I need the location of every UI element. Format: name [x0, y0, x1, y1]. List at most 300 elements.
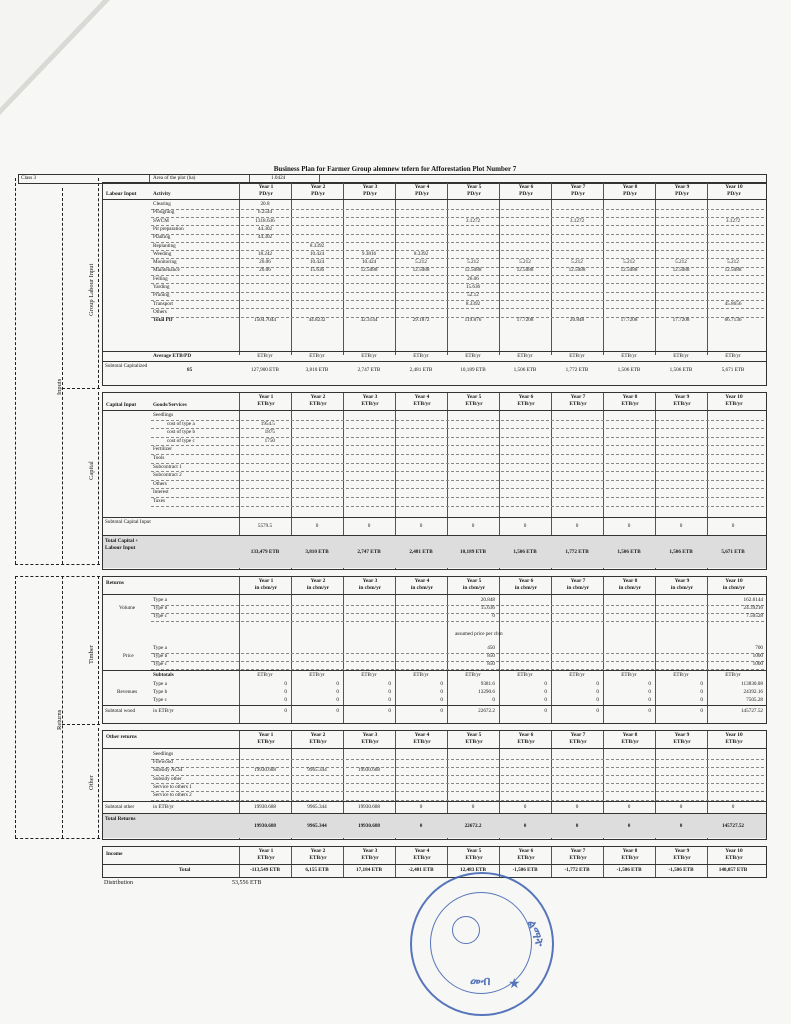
activity-value: 17.7208: [620, 317, 638, 324]
year-header: Year 5: [466, 732, 482, 738]
year-unit: ETB/yr: [673, 855, 691, 861]
year-header: Year 2: [310, 394, 326, 400]
year-header: Year 7: [570, 394, 586, 400]
area-label: Area of the plot (ha): [153, 175, 196, 181]
subtotal-unit: ETB/yr: [569, 672, 585, 678]
revenue-type: Type c: [153, 697, 167, 703]
year-header: Year 4: [414, 184, 430, 190]
row-rule: [151, 783, 764, 784]
year-header: Year 8: [622, 578, 638, 584]
revenue-value: 0: [648, 681, 651, 687]
capital-subtotal: 0: [523, 523, 527, 529]
year-unit: ETB/yr: [309, 739, 327, 745]
activity-value: 5.212: [571, 259, 583, 266]
year-header: Year 4: [414, 394, 430, 400]
distribution-label: Distribution: [104, 880, 134, 886]
cost-value: 1750: [264, 437, 275, 444]
year-header: Year 9: [674, 578, 690, 584]
volume-y10: 24.39216: [743, 605, 763, 611]
etb-rate: 85: [187, 367, 193, 373]
year-header: Year 10: [725, 578, 743, 584]
labour-subtotal: 3,810 ETB: [305, 367, 329, 373]
income-total-value: 6,155 ETB: [305, 867, 329, 873]
capital-total: 2,481 ETB: [409, 549, 433, 555]
volume-y5: 15.636: [480, 605, 495, 611]
avg-unit: ETB/yr: [309, 353, 325, 359]
labour-subtotal: 2,481 ETB: [409, 367, 433, 373]
returns-label: Returns: [56, 709, 63, 730]
activity-label: Transport: [153, 300, 173, 307]
goods-label: Subcontract 1: [153, 463, 182, 470]
year-unit: ETB/yr: [257, 855, 275, 861]
row-rule: [151, 775, 764, 776]
revenue-type: Type a: [153, 681, 167, 687]
year-unit: PD/yr: [311, 191, 325, 197]
activity-value: 119.876: [464, 317, 482, 324]
year-header: Year 6: [518, 848, 534, 854]
income-head: Income: [106, 851, 123, 857]
year-unit: ETB/yr: [465, 401, 483, 407]
total-returns-value: 0: [575, 823, 579, 829]
subtotal-other-value: 0: [419, 804, 423, 810]
activity-value: 20.8: [260, 201, 270, 207]
activity-label: Monitoring: [153, 259, 177, 266]
year-unit: ETB/yr: [621, 739, 639, 745]
revenue-value: 0: [648, 697, 651, 703]
avg-unit: ETB/yr: [725, 353, 741, 359]
year-unit: ETB/yr: [465, 739, 483, 745]
cost-value: 1875: [264, 429, 275, 436]
subtotal-unit: ETB/yr: [621, 672, 637, 678]
column-divider: [291, 577, 292, 723]
year-header: Year 6: [518, 732, 534, 738]
capital-total: 10,189 ETB: [460, 549, 486, 555]
activity-value: 12.5088: [360, 267, 378, 274]
activity-value: 12.5088: [620, 267, 638, 274]
capital-subtotal: 0: [315, 523, 319, 529]
column-divider: [343, 577, 344, 723]
subtotal-wood-value: 0: [336, 708, 339, 714]
total-returns-value: 22672.2: [464, 823, 482, 829]
activity-value: 8.3392: [413, 250, 429, 257]
row-rule: [151, 621, 764, 622]
income-total-value: -1,506 ETB: [616, 867, 642, 873]
revenue-value: 0: [648, 689, 651, 695]
labour-input-head: Labour Input: [106, 191, 137, 197]
revenue-value: 0: [284, 681, 287, 687]
capital-subtotal: 5579.5: [257, 523, 273, 529]
year-header: Year 5: [466, 184, 482, 190]
revenue-value: 0: [284, 697, 287, 703]
year-header: Year 7: [570, 848, 586, 854]
column-divider: [291, 847, 292, 877]
year-unit: ETB/yr: [725, 739, 743, 745]
capital-subtotal: 0: [419, 523, 423, 529]
income-total-value: 140,057 ETB: [718, 867, 748, 873]
volume-y10: 162.6144: [743, 597, 763, 603]
activity-value: 5.212: [467, 259, 479, 266]
row-rule: [151, 506, 764, 507]
column-divider: [551, 577, 552, 723]
activity-value: 26.06: [259, 267, 271, 274]
year-header: Year 6: [518, 394, 534, 400]
subtotal-wood-value: 0: [648, 708, 651, 714]
year-header: Year 6: [518, 184, 534, 190]
row-rule: [151, 242, 764, 243]
year-header: Year 10: [725, 184, 743, 190]
income-total-value: 12,483 ETB: [460, 867, 486, 873]
activity-label: Others: [153, 308, 167, 315]
divider: [103, 813, 766, 814]
capital-subtotal: 0: [367, 523, 371, 529]
year-header: Year 3: [362, 184, 378, 190]
goods-label: Seedlings: [153, 412, 174, 418]
activity-value: 15.636: [465, 284, 481, 290]
year-header: Year 8: [622, 848, 638, 854]
labour-subtotal: 1,506 ETB: [669, 367, 693, 373]
capital-total: 1,772 ETB: [565, 549, 589, 555]
labour-subtotal: 1,772 ETB: [565, 367, 589, 373]
year-header: Year 9: [674, 394, 690, 400]
year-unit: in cbm/yr: [306, 585, 330, 591]
year-header: Year 1: [258, 578, 274, 584]
column-divider: [655, 847, 656, 877]
revenue-value: 0: [700, 681, 703, 687]
revenue-value: 0: [544, 681, 547, 687]
year-unit: ETB/yr: [309, 855, 327, 861]
row-rule: [151, 497, 764, 498]
total-returns-value: 19930.688: [253, 823, 277, 829]
revenue-value: 0: [544, 697, 547, 703]
year-unit: ETB/yr: [413, 855, 431, 861]
total-returns-value: 145727.52: [721, 823, 745, 829]
income-total-value: 17,184 ETB: [356, 867, 382, 873]
total-returns-value: 0: [523, 823, 527, 829]
price-type: Type a: [153, 645, 167, 651]
divider: [103, 351, 766, 352]
year-unit: PD/yr: [675, 191, 689, 197]
column-divider: [447, 577, 448, 723]
timber-label: Timber: [88, 645, 95, 664]
activity-value: 5.212: [675, 259, 687, 266]
divider: [103, 361, 766, 362]
revenue-value: 0: [284, 689, 287, 695]
year-unit: in cbm/yr: [358, 585, 382, 591]
column-divider: [707, 847, 708, 877]
other-label: Firewood: [153, 759, 173, 766]
volume-y10: 7.50528: [746, 613, 763, 619]
year-unit: ETB/yr: [517, 855, 535, 861]
price-y5: 850: [487, 653, 495, 659]
row-rule: [151, 791, 764, 792]
income-total-label: Total: [179, 867, 191, 873]
subtotal-wood-value: 0: [700, 708, 703, 714]
subtotal-other-label: Subtotal other: [105, 804, 135, 810]
goods-services-head: Goods/Services: [153, 402, 187, 408]
year-header: Year 3: [362, 732, 378, 738]
row-rule: [151, 471, 764, 472]
subtotal-other-value: 0: [627, 804, 631, 810]
year-header: Year 9: [674, 848, 690, 854]
area-value: 1.0424: [271, 175, 286, 181]
revenue-value: 0: [700, 689, 703, 695]
column-divider: [395, 577, 396, 723]
subtotal-other-value: 0: [471, 804, 475, 810]
revenue-value: 0: [596, 681, 599, 687]
activity-value: 10.424: [361, 259, 377, 266]
subtotal-wood-value: 0: [596, 708, 599, 714]
subtotal-wood-label: Subtotal wood: [105, 708, 136, 714]
average-label: Average ETB/PD: [153, 353, 192, 359]
activity-value: 5.212: [415, 259, 427, 266]
total-returns-value: 0: [679, 823, 683, 829]
price-y5: 850: [487, 661, 495, 667]
avg-unit: ETB/yr: [257, 353, 273, 359]
activity-value: 44.302: [257, 225, 273, 232]
year-header: Year 7: [570, 184, 586, 190]
capital-subtotal: 0: [627, 523, 631, 529]
year-header: Year 1: [258, 184, 274, 190]
revenue-value: 7505.28: [746, 697, 763, 703]
activity-label: Weeding: [153, 250, 172, 257]
income-total-value: -113,549 ETB: [250, 867, 280, 873]
activity-value: 15.636: [309, 267, 325, 274]
goods-label: Taxes: [153, 498, 166, 504]
year-unit: ETB/yr: [569, 855, 587, 861]
year-unit: ETB/yr: [517, 739, 535, 745]
activity-label: Total PD: [153, 317, 173, 324]
year-unit: ETB/yr: [361, 401, 379, 407]
year-header: Year 3: [362, 394, 378, 400]
capital-total: 1,506 ETB: [617, 549, 641, 555]
avg-unit: ETB/yr: [569, 353, 585, 359]
year-unit: ETB/yr: [569, 739, 587, 745]
avg-unit: ETB/yr: [621, 353, 637, 359]
year-header: Year 1: [258, 848, 274, 854]
activity-value: 20.848: [569, 317, 585, 324]
activity-value: 26.06: [259, 259, 271, 266]
activity-label: Maintenance: [153, 267, 180, 274]
subtotals-label: Subtotals: [153, 672, 174, 678]
subtotal-wood-value: 0: [284, 708, 287, 714]
year-header: Year 7: [570, 578, 586, 584]
subtotal-other-value: 0: [523, 804, 527, 810]
activity-head: Activity: [153, 191, 171, 197]
year-header: Year 5: [466, 578, 482, 584]
goods-label: cost of type c: [167, 437, 195, 444]
activity-value: 3.1272: [725, 217, 741, 224]
year-header: Year 8: [622, 732, 638, 738]
capital-total: 133,479 ETB: [250, 549, 280, 555]
divider: [103, 594, 766, 595]
subtotal-other-value: 9965.344: [307, 804, 327, 810]
price-type: Type b: [153, 653, 168, 659]
year-unit: ETB/yr: [413, 401, 431, 407]
avg-unit: ETB/yr: [673, 353, 689, 359]
revenue-value: 0: [388, 689, 391, 695]
price-type: Type c: [153, 661, 167, 667]
labour-subtotal: 5,671 ETB: [721, 367, 745, 373]
year-unit: ETB/yr: [725, 855, 743, 861]
activity-value: 8.3392: [465, 300, 481, 307]
divider: [103, 410, 766, 411]
subtotal-other-value: 0: [731, 804, 735, 810]
subsidy-value: 9965.344: [307, 767, 327, 774]
subtotal-unit: ETB/yr: [361, 672, 377, 678]
subtotal-wood-value: 0: [388, 708, 391, 714]
activity-value: 44.302: [257, 234, 273, 241]
year-header: Year 9: [674, 732, 690, 738]
year-header: Year 3: [362, 848, 378, 854]
subtotal-unit: ETB/yr: [725, 672, 741, 678]
labour-subtotal: 2,747 ETB: [357, 367, 381, 373]
year-header: Year 10: [725, 848, 743, 854]
column-divider: [499, 577, 500, 723]
revenue-value: 0: [336, 681, 339, 687]
activity-value: 6.2544: [257, 209, 273, 216]
revenue-value: 0: [596, 689, 599, 695]
year-unit: ETB/yr: [569, 401, 587, 407]
year-header: Year 2: [310, 184, 326, 190]
activity-value: 5.212: [623, 259, 635, 266]
goods-label: Tools: [153, 455, 165, 461]
activity-value: 1504.7044: [253, 317, 277, 324]
revenue-value: 0: [336, 697, 339, 703]
capital-subtotal: 0: [679, 523, 683, 529]
activity-value: 1318.636: [255, 217, 275, 224]
year-header: Year 2: [310, 578, 326, 584]
year-header: Year 2: [310, 732, 326, 738]
revenue-value: 9381.6: [480, 681, 495, 687]
year-unit: PD/yr: [571, 191, 585, 197]
subtotal-unit: ETB/yr: [673, 672, 689, 678]
subtotal-unit: ETB/yr: [465, 672, 481, 678]
revenues-label: Revenues: [117, 689, 138, 695]
column-divider: [551, 847, 552, 877]
activity-value: 18.242: [257, 250, 273, 257]
year-unit: ETB/yr: [413, 739, 431, 745]
subtotal-wood-value: 145727.52: [740, 708, 763, 714]
other-label: Seedlings: [153, 751, 174, 757]
group-labour-label: Group Labour Input: [88, 263, 95, 316]
volume-label: Volume: [119, 605, 136, 611]
row-rule: [151, 488, 764, 489]
revenue-value: 0: [544, 689, 547, 695]
column-divider: [447, 847, 448, 877]
goods-label: cost of type b: [167, 429, 196, 436]
subtotal-capitalized-label: Subtotal Capitalized: [105, 363, 148, 369]
other-label: Service to others 1: [153, 783, 192, 790]
activity-value: 32.3144: [360, 317, 378, 324]
activity-value: 66.7136: [724, 317, 742, 324]
column-divider: [239, 847, 240, 877]
activity-value: 5.212: [727, 259, 739, 266]
capital-subtotal: 0: [471, 523, 475, 529]
year-unit: ETB/yr: [621, 855, 639, 861]
year-unit: ETB/yr: [725, 401, 743, 407]
year-unit: ETB/yr: [621, 401, 639, 407]
activity-value: 5.212: [519, 259, 531, 266]
year-header: Year 10: [725, 732, 743, 738]
volume-y5: 0: [492, 613, 495, 619]
revenue-value: 0: [388, 681, 391, 687]
labour-subtotal: 1,506 ETB: [513, 367, 537, 373]
year-header: Year 6: [518, 578, 534, 584]
activity-value: 17.7208: [672, 317, 690, 324]
price-note: assumed price per cbm: [455, 631, 503, 637]
income-total-value: -2,481 ETB: [408, 867, 434, 873]
revenue-value: 0: [492, 697, 495, 703]
year-unit: ETB/yr: [517, 401, 535, 407]
capital-subtotal: 0: [731, 523, 735, 529]
year-header: Year 1: [258, 732, 274, 738]
capital-table: [102, 392, 767, 570]
capital-total: 3,810 ETB: [305, 549, 329, 555]
capital-total: 2,747 ETB: [357, 549, 381, 555]
divider: [103, 801, 766, 802]
year-unit: ETB/yr: [309, 401, 327, 407]
year-unit: PD/yr: [363, 191, 377, 197]
activity-value: 12.5088: [724, 267, 742, 274]
row-rule: [151, 463, 764, 464]
year-header: Year 8: [622, 184, 638, 190]
divider: [103, 864, 766, 865]
inputs-label: Inputs: [56, 378, 63, 395]
other-label: Other: [88, 775, 95, 790]
subtotal-other-value: 0: [679, 804, 683, 810]
year-header: Year 9: [674, 184, 690, 190]
subtotal-unit: ETB/yr: [257, 672, 273, 678]
subtotal-wood-value: 22672.2: [478, 708, 495, 714]
total-returns-value: 0: [627, 823, 631, 829]
activity-value: 3.1272: [465, 217, 481, 224]
activity-value: 52.12: [467, 292, 479, 299]
year-unit: ETB/yr: [257, 401, 275, 407]
total-capital-labour-label: Total Capital + Labour Input: [105, 538, 139, 551]
year-header: Year 3: [362, 578, 378, 584]
row-rule: [151, 759, 764, 760]
goods-label: Subcontract 2: [153, 472, 182, 479]
activity-value: 10.424: [309, 250, 325, 257]
capital-subtotal: 0: [575, 523, 579, 529]
income-total-value: -1,506 ETB: [512, 867, 538, 873]
year-unit: in cbm/yr: [410, 585, 434, 591]
activity-value: 12.5088: [672, 267, 690, 274]
year-unit: ETB/yr: [673, 401, 691, 407]
income-total-value: -1,772 ETB: [564, 867, 590, 873]
divider: [103, 705, 766, 706]
price-label: Price: [123, 653, 134, 659]
year-unit: in cbm/yr: [618, 585, 642, 591]
year-header: Year 1: [258, 394, 274, 400]
capital-total: 5,671 ETB: [721, 549, 745, 555]
activity-value: 44.8232: [308, 317, 326, 324]
column-divider: [655, 577, 656, 723]
goods-label: Others: [153, 480, 167, 487]
revenue-value: 0: [440, 697, 443, 703]
price-y5: 450: [487, 645, 495, 651]
total-returns-value: 0: [419, 823, 423, 829]
activity-label: Ploughing: [153, 209, 175, 216]
year-unit: in cbm/yr: [722, 585, 746, 591]
year-header: Year 5: [466, 848, 482, 854]
year-unit: in cbm/yr: [670, 585, 694, 591]
year-unit: ETB/yr: [257, 739, 275, 745]
year-unit: PD/yr: [623, 191, 637, 197]
goods-label: Interest: [153, 489, 169, 496]
other-label: Subsidy ACSI: [153, 767, 183, 774]
total-returns-label: Total Returns: [105, 816, 136, 822]
